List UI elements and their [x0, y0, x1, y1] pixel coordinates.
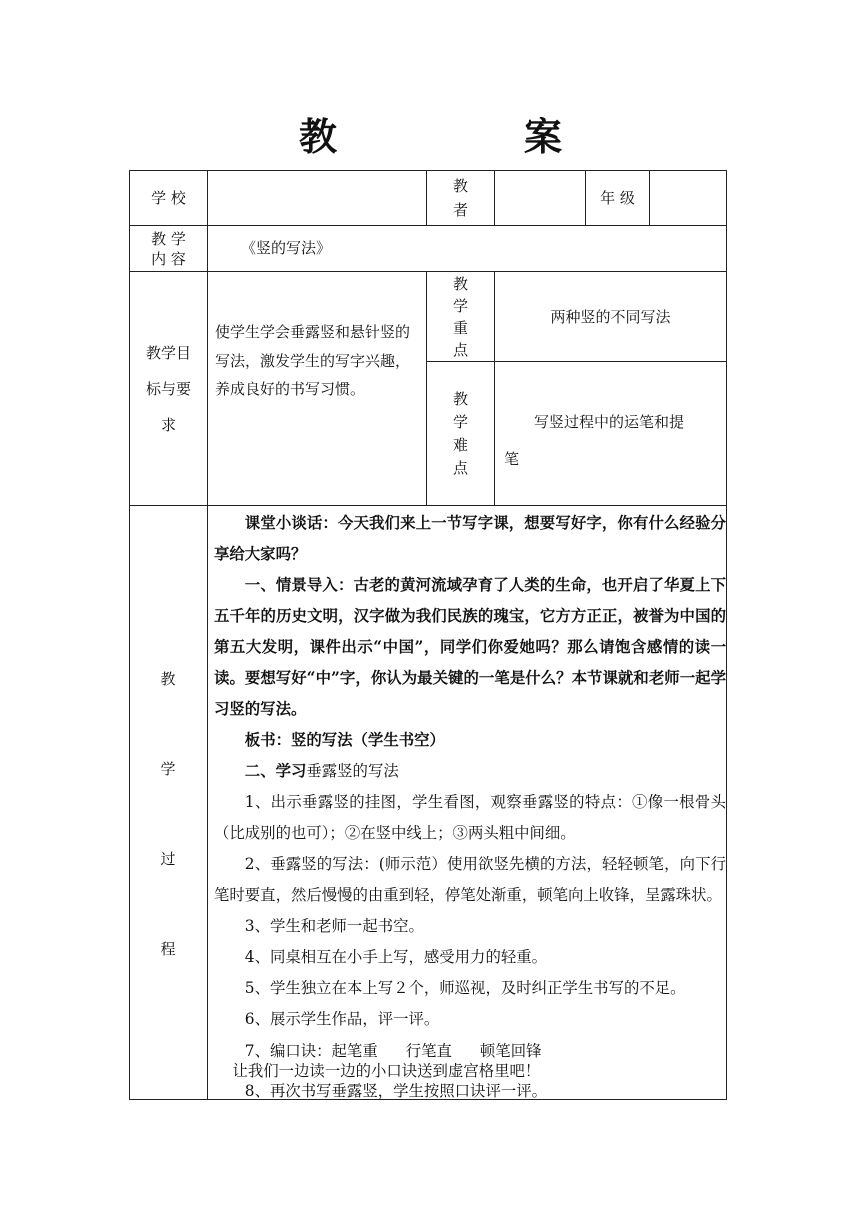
- key-label-char-1: 教: [452, 274, 468, 293]
- mnemonic-3: 顿笔回锋: [479, 1042, 542, 1060]
- step-2: 2、垂露竖的写法：(师示范）使用欲竖先横的方法，轻轻顿笔，向下行笔时要直，然后慢慢的由重到轻，停笔处渐重，顿笔向上收锋，呈露珠状。: [214, 855, 726, 904]
- process-label-char-4: 程: [160, 940, 176, 958]
- step-7: [214, 1041, 726, 1061]
- teacher-label: [427, 171, 494, 225]
- teacher-label-char-1: 教: [452, 177, 468, 195]
- difficulty-label-char-4: 点: [452, 458, 468, 477]
- step-1: 1、出示垂露竖的挂图，学生看图，观察垂露竖的特点：①像一根骨头（比成别的也可）；②在竖中线上；③两头粗中间细。: [214, 793, 726, 842]
- process-label-char-1: 教: [160, 670, 176, 688]
- content-label-line-1: 教 学: [151, 229, 186, 248]
- table-border-right: [726, 170, 727, 1100]
- classroom-talk: 课堂小谈话：今天我们来上一节写字课，想要写好字，你有什么经验分享给大家吗？: [214, 514, 726, 563]
- row-divider-3: [129, 505, 727, 506]
- teacher-value[interactable]: [495, 171, 585, 225]
- section-two-heading: [214, 756, 726, 787]
- title-char-1: 教: [299, 115, 338, 159]
- difficulty-text-line-1: 写竖过程中的运笔和提: [534, 413, 685, 431]
- difficulty-label-char-1: 教: [452, 389, 468, 408]
- key-label-char-4: 点: [452, 340, 468, 359]
- goals-label-line-1: 教学目: [145, 343, 191, 362]
- scene-intro: 一、情景导入：古老的黄河流域孕育了人类的生命，也开启了华夏上下五千年的历史文明，汉字做为我们民族的瑰宝，它方方正正，被誉为中国的第五大发明，课件出示“中国”，同学们你爱她吗？那么请饱含感情的读一读。要想写好“中”字，你认为最关键的一笔是什么？本节课就和老师一起学习竖的写法。: [214, 576, 726, 718]
- process-label-char-3: 过: [160, 850, 176, 868]
- school-label: 学 校: [151, 189, 186, 207]
- goals-label-line-2: 标与要: [145, 379, 191, 398]
- key-label-char-3: 重: [452, 318, 468, 337]
- grade-label: 年 级: [600, 189, 635, 207]
- goals-label-line-3: 求: [160, 415, 176, 434]
- row-divider-1: [129, 225, 727, 226]
- grade-value[interactable]: [650, 171, 726, 225]
- difficulty-text-line-2: 笔: [504, 450, 520, 468]
- goals-text: 使学生学会垂露竖和悬针竖的写法，激发学生的写字兴趣，养成良好的书写习惯。: [215, 323, 411, 398]
- document-title: [0, 112, 860, 162]
- process-content: [214, 508, 726, 1101]
- content-label: [130, 226, 207, 271]
- mnemonic-2: 行笔直: [405, 1042, 452, 1060]
- section-two-rest: 垂露竖的写法: [306, 762, 399, 780]
- goals-label: [130, 272, 207, 505]
- step-8: 8、再次书写垂露竖，学生按照口诀评一评。: [244, 1082, 548, 1100]
- key-point-text: 两种竖的不同写法: [550, 307, 671, 326]
- content-value: 《竖的写法》: [241, 239, 332, 257]
- school-value[interactable]: [208, 171, 426, 225]
- process-label-char-2: 学: [160, 760, 176, 778]
- step-5: 5、学生独立在本上写２个，师巡视，及时纠正学生书写的不足。: [244, 979, 686, 997]
- teacher-label-char-2: 者: [452, 201, 468, 219]
- mnemonic-sentence: 让我们一边读一边的小口诀送到虚宫格里吧！: [232, 1062, 541, 1080]
- mnemonic-1: 7、编口诀：起笔重: [244, 1042, 378, 1060]
- title-char-2: 案: [524, 115, 563, 159]
- section-two-bold: 二、学习: [244, 762, 307, 780]
- label-column-divider: [207, 170, 208, 1100]
- difficulty-label-char-3: 难: [452, 435, 468, 454]
- content-label-line-2: 内 容: [151, 249, 186, 268]
- difficulty-label-char-2: 学: [452, 412, 468, 431]
- difficulty-label: [427, 362, 494, 505]
- step-3: 3、学生和老师一起书空。: [244, 917, 424, 935]
- step-6: 6、展示学生作品，评一评。: [244, 1010, 440, 1028]
- lesson-plan-table: [129, 170, 727, 1100]
- step-4: 4、同桌相互在小手上写，感受用力的轻重。: [244, 948, 548, 966]
- key-label-char-2: 学: [452, 296, 468, 315]
- key-point-label: [427, 272, 494, 361]
- board-writing: 板书：竖的写法（学生书空）: [244, 731, 445, 749]
